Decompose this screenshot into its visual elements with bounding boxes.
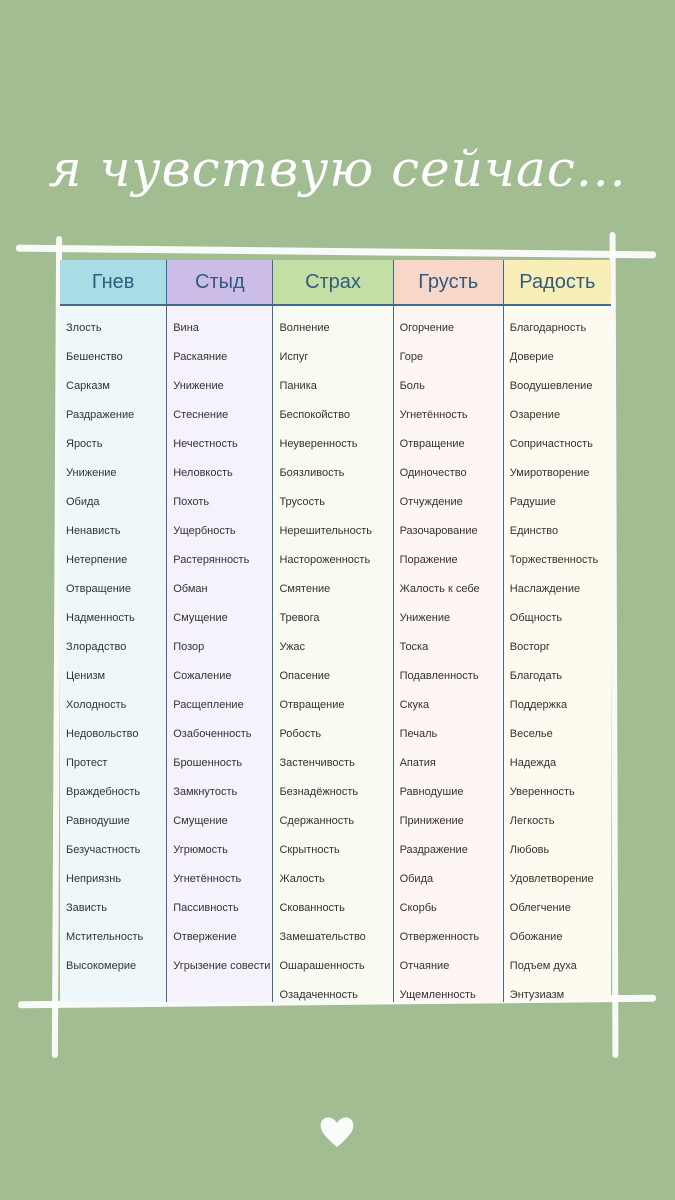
emotion-item: Смятение [279,583,331,595]
emotion-item: Благодарность [509,322,587,334]
emotion-item: Замешательство [279,931,366,943]
emotion-item: Поражение [399,554,458,566]
emotion-item: Боль [399,380,425,392]
emotion-item: Обида [399,873,434,885]
column-header-anger: Гнев [60,260,166,306]
emotion-item: Тревога [279,612,320,624]
column-list-shame [167,306,272,982]
emotion-item: Удовлетворение [509,873,594,885]
emotion-item: Неуверенность [279,438,358,450]
column-header-fear: Страх [273,260,392,306]
emotion-item: Волнение [279,322,330,334]
emotion-item: Доверие [509,351,554,363]
emotion-item: Нерешительность [279,525,372,537]
emotion-item: Ужас [279,641,306,653]
emotion-item: Растерянность [173,554,250,566]
emotion-item: Сарказм [66,380,110,392]
emotion-item: Отвращение [66,583,132,595]
emotion-item: Враждебность [66,786,141,798]
emotion-item: Радушие [509,496,556,508]
emotion-item: Безучастность [66,844,141,856]
emotion-item: Жалость к себе [399,583,480,595]
emotion-item: Похоть [173,496,210,508]
emotion-item: Горе [399,351,424,363]
emotion-item: Ошарашенность [279,960,365,972]
emotion-item: Раздражение [399,844,468,856]
emotion-item: Расщепление [173,699,244,711]
emotion-item: Опасение [279,670,331,682]
emotion-item: Сдержанность [279,815,355,827]
column-shame [166,260,272,1002]
emotion-item: Надменность [66,612,135,624]
emotion-item: Отвержение [173,931,237,943]
emotion-item: Подавленность [399,670,479,682]
emotion-item: Жалость [279,873,325,885]
emotion-item: Разочарование [399,525,478,537]
emotion-item: Раздражение [66,409,135,421]
emotion-item: Отвращение [399,438,465,450]
chalk-line-top [16,245,656,259]
emotion-item: Унижение [173,380,224,392]
emotion-item: Ненависть [66,525,121,537]
emotion-item: Ценизм [66,670,106,682]
emotion-item: Неприязнь [66,873,122,885]
emotion-item: Трусость [279,496,325,508]
emotion-item: Обман [173,583,208,595]
page-title: я чувствую сейчас... [48,140,627,198]
column-sadness [393,260,503,1002]
emotion-item: Подъем духа [509,960,577,972]
emotions-table [60,260,611,1002]
emotion-item: Озабоченность [173,728,252,740]
emotion-item: Брошенность [173,757,243,769]
emotion-item: Унижение [66,467,117,479]
emotion-item: Равнодушие [66,815,130,827]
emotion-item: Легкость [509,815,555,827]
emotion-item: Обожание [509,931,563,943]
emotion-item: Отвращение [279,699,345,711]
emotion-item: Безнадёжность [279,786,359,798]
emotion-item: Огорчение [399,322,455,334]
emotion-item: Угнетённость [399,409,468,421]
emotion-item: Угнетённость [173,873,242,885]
emotion-item: Зависть [66,902,108,914]
emotion-item: Протест [66,757,108,769]
emotion-item: Неловкость [173,467,233,479]
emotion-item: Апатия [399,757,436,769]
emotion-item: Смущение [173,815,228,827]
emotion-item: Холодность [66,699,127,711]
emotion-item: Высокомерие [66,960,137,972]
emotion-item: Ущемленность [399,989,476,1001]
emotion-item: Благодать [509,670,563,682]
emotion-item: Робость [279,728,322,740]
emotion-item: Сопричастность [509,438,593,450]
emotion-item: Нечестность [173,438,238,450]
emotion-item: Скрытность [279,844,340,856]
emotion-item: Боязливость [279,467,345,479]
emotion-item: Отверженность [399,931,480,943]
emotion-item: Угрызение совести [173,960,271,972]
emotion-item: Торжественность [509,554,599,566]
emotion-item: Позор [173,641,205,653]
emotion-item: Любовь [509,844,550,856]
column-header-sadness: Грусть [394,260,503,306]
emotion-item: Отчаяние [399,960,450,972]
column-header-shame: Стыд [167,260,272,306]
emotion-item: Обида [66,496,100,508]
emotion-item: Злорадство [66,641,127,653]
emotion-item: Одиночество [399,467,467,479]
emotion-item: Паника [279,380,317,392]
emotion-item: Общность [509,612,563,624]
emotion-item: Веселье [509,728,553,740]
emotion-item: Единство [509,525,559,537]
emotion-item: Вина [173,322,199,334]
emotion-item: Злость [66,322,102,334]
column-list-fear [273,306,392,1011]
emotion-item: Унижение [399,612,451,624]
emotion-item: Поддержка [509,699,568,711]
emotion-item: Беспокойство [279,409,350,421]
emotion-item: Отчуждение [399,496,463,508]
emotion-item: Восторг [509,641,550,653]
emotion-item: Скука [399,699,430,711]
emotion-item: Нетерпение [66,554,128,566]
emotion-item: Скорбь [399,902,437,914]
column-list-sadness [394,306,503,1011]
emotion-item: Недовольство [66,728,139,740]
emotion-item: Стеснение [173,409,229,421]
emotion-item: Угрюмость [173,844,228,856]
emotion-item: Испуг [279,351,309,363]
emotion-item: Бешенство [66,351,123,363]
emotion-item: Облегчение [509,902,571,914]
column-fear [272,260,392,1002]
emotion-item: Раскаяние [173,351,228,363]
column-list-joy [504,306,611,1011]
emotion-item: Принижение [399,815,464,827]
emotion-item: Застенчивость [279,757,355,769]
emotion-item: Мстительность [66,931,144,943]
emotion-item: Смущение [173,612,228,624]
emotion-item: Замкнутость [173,786,238,798]
emotion-item: Настороженность [279,554,371,566]
emotion-item: Тоска [399,641,429,653]
emotion-item: Ярость [66,438,103,450]
emotion-item: Озадаченность [279,989,358,1001]
emotion-item: Печаль [399,728,438,740]
emotion-item: Умиротворение [509,467,590,479]
emotion-item: Озарение [509,409,561,421]
emotion-item: Скованность [279,902,345,914]
emotion-item: Воодушевление [509,380,593,392]
emotion-item: Уверенность [509,786,575,798]
emotion-item: Сожаление [173,670,232,682]
emotion-item: Равнодушие [399,786,464,798]
column-list-anger [60,306,166,982]
emotion-item: Энтузиазм [509,989,565,1001]
column-anger [60,260,166,1002]
emotion-item: Надежда [509,757,557,769]
emotion-item: Ущербность [173,525,236,537]
column-joy [503,260,611,1002]
emotion-item: Пассивность [173,902,239,914]
column-header-joy: Радость [504,260,611,306]
heart-icon [317,1112,357,1152]
emotion-item: Наслаждение [509,583,581,595]
